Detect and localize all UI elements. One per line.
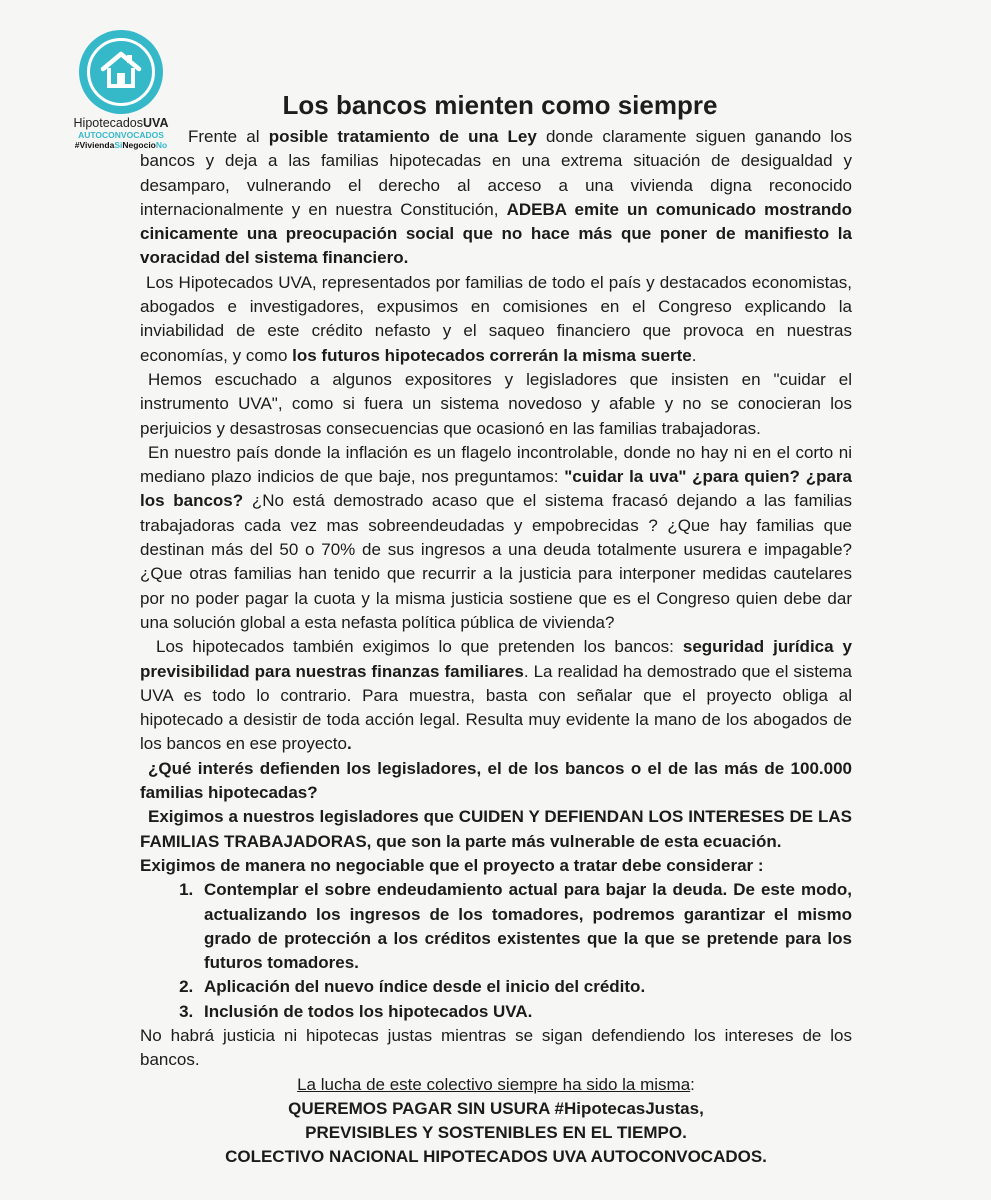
closing-line-2: PREVISIBLES Y SOSTENIBLES EN EL TIEMPO. <box>305 1123 687 1143</box>
question-paragraph: ¿Qué interés defienden los legisladores, el de los bancos o el de las más de 100.000 familias hipotecadas? <box>140 758 852 803</box>
logo-name: HipotecadosUVA <box>73 116 169 130</box>
paragraph-1: Frente al posible tratamiento de una Ley donde claramente siguen ganando los bancos y deja a las familias hipotecadas en una extrema situación de desigualdad y desamparo, vulnerando el derecho al acceso a una vivienda digna reconocido internacionalmente y en nuestra Constitución, ADEBA emite un comunicado mostrando cinicamente una preocupación social que no hace más que poner de manifiesto la voracidad del sistema financiero. <box>140 127 852 268</box>
paragraph-2: Los Hipotecados UVA, representados por familias de todo el país y destacados economistas, abogados e investigadores, expusimos en comisiones en el Congreso explicando la inviabilidad de este crédito nefasto y el saqueo financiero que provoca en nuestras economías, y como los futuros hipotecados correrán la misma suerte. <box>140 272 852 365</box>
closing-line-1: QUEREMOS PAGAR SIN USURA #HipotecasJustas, <box>288 1098 704 1118</box>
logo-subtitle: AUTOCONVOCADOS <box>78 130 164 140</box>
demand-item: 3. Inclusión de todos los hipotecados UVA. <box>198 1000 852 1024</box>
paragraph-4: En nuestro país donde la inflación es un flagelo incontrolable, donde no hay ni en el corto ni mediano plazo indicios de que baje, nos preguntamos: "cuidar la uva" ¿para quien? ¿para los bancos? ¿No está demostrado acaso que el sistema fracasó dejando a las familias trabajadoras cada vez mas sobreendeudadas y empobrecidas ? ¿Que hay familias que destinan más del 50 o 70% de sus ingresos a una deuda totalmente usurera e impagable? ¿Que otras familias han tenido que recurrir a la justicia para interponer medidas cautelares por no poder pagar la cuota y la misma justicia sostiene que es el Congreso quien debe dar una solución global a esta nefasta política pública de vivienda? <box>140 442 853 632</box>
document-title: Los bancos mienten como siempre <box>282 90 718 120</box>
logo-badge <box>79 30 163 114</box>
demands-intro: Exigimos de manera no negociable que el proyecto a tratar debe considerar : <box>140 855 764 875</box>
document-body <box>140 125 852 1170</box>
logo-hashtag: #ViviendaSiNegocioNo <box>74 140 168 150</box>
demand-item: 1. Contemplar el sobre endeudamiento actual para bajar la deuda. De este modo, actualizando los ingresos de los tomadores, podremos garantizar el mismo grado de protección a los créditos existentes que la que se pretende para los futuros tomadores. <box>198 878 852 975</box>
closing-statement: No habrá justicia ni hipotecas justas mientras se sigan defendiendo los intereses de los bancos. <box>140 1025 852 1070</box>
closing-signature: COLECTIVO NACIONAL HIPOTECADOS UVA AUTOCONVOCADOS. <box>225 1147 767 1167</box>
house-icon <box>99 48 143 92</box>
paragraph-3: Hemos escuchado a algunos expositores y legisladores que insisten en "cuidar el instrumento UVA", como si fuera un sistema novedoso y afable y no se conocieran los perjuicios y desastrosas consecuencias que ocasionó en las familias trabajadoras. <box>140 369 852 438</box>
paragraph-7: Exigimos a nuestros legisladores que CUIDEN Y DEFIENDAN LOS INTERESES DE LAS FAMILIAS TRABAJADORAS, que son la parte más vulnerable de esta ecuación. <box>140 807 852 851</box>
closing-lead: La lucha de este colectivo siempre ha sido la misma: <box>297 1074 695 1094</box>
demands-list <box>140 878 852 1024</box>
paragraph-5: Los hipotecados también exigimos lo que pretenden los bancos: seguridad jurídica y previsibilidad para nuestras finanzas familiares. La realidad ha demostrado que el sistema UVA es todo lo contrario. Para muestra, basta con señalar que el proyecto obliga al hipotecado a desistir de toda acción legal. Resulta muy evidente la mano de los abogados de los bancos en ese proyecto. <box>140 637 853 754</box>
demand-item: 2. Aplicación del nuevo índice desde el inicio del crédito. <box>198 975 852 999</box>
